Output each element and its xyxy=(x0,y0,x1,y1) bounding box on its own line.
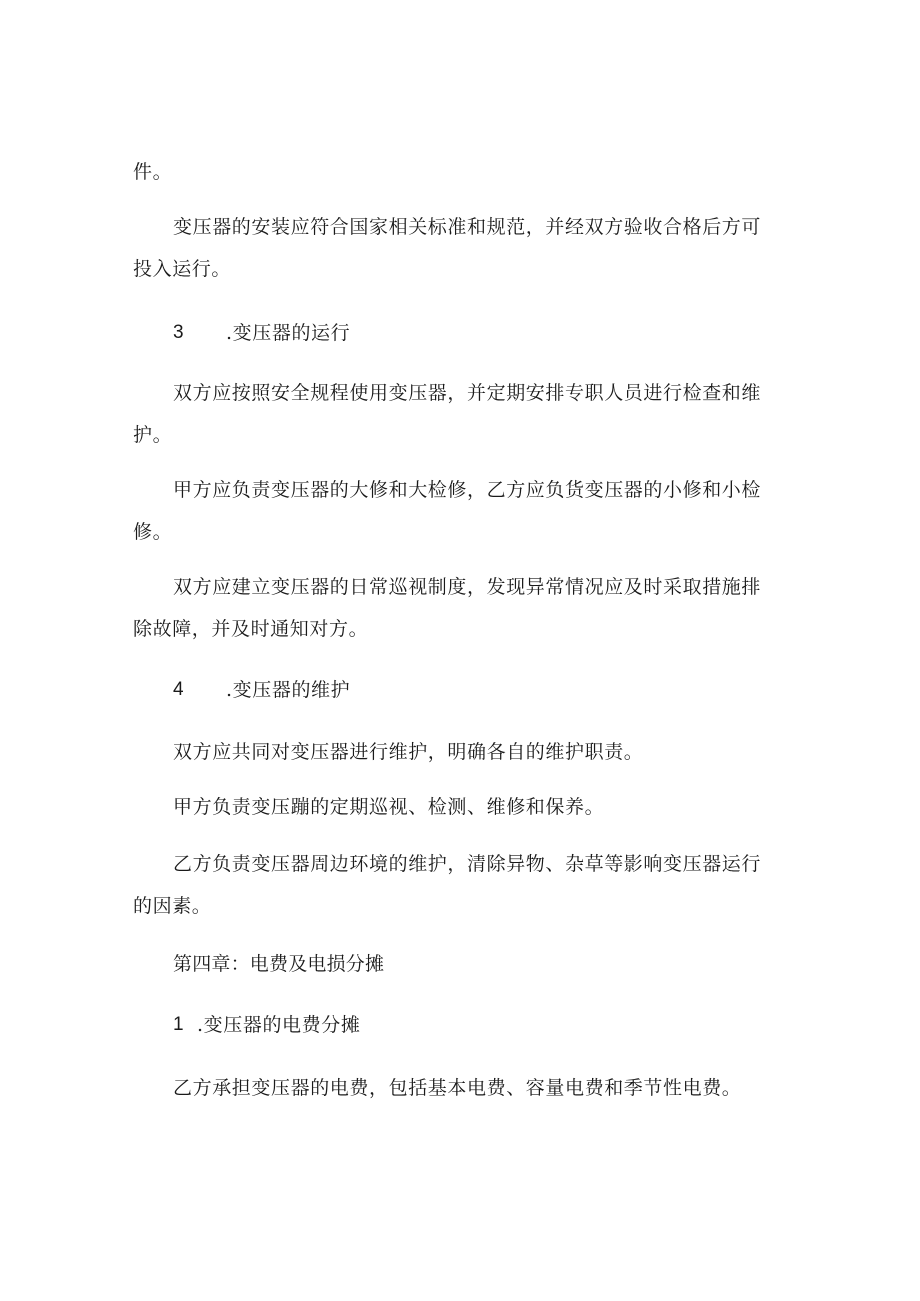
paragraph-maintenance-3-line-2: 的因素。 xyxy=(133,895,212,917)
section-3-title: .变压器的运行 xyxy=(226,322,351,344)
paragraph-operation-3-line-1: 双方应建立变压器的日常巡视制度，发现异常情况应及时采取措施排 xyxy=(173,576,762,598)
paragraph-continuation: 件。 xyxy=(133,161,173,183)
paragraph-electricity-fee: 乙方承担变压器的电费，包括基本电费、容量电费和季节性电费。 xyxy=(173,1077,742,1099)
section-3-number: 3 xyxy=(173,322,184,343)
subsection-1-title: .变压器的电费分摊 xyxy=(197,1014,361,1036)
chapter-4-heading: 第四章：电费及电损分摊 xyxy=(173,954,385,975)
paragraph-operation-3-line-2: 除故障，并及时通知对方。 xyxy=(133,618,369,640)
paragraph-install-line-2: 投入运行。 xyxy=(133,258,232,280)
paragraph-operation-2-line-2: 修。 xyxy=(133,521,173,543)
paragraph-install-line-1: 变压器的安装应符合国家相关标准和规范，并经双方验收合格后方可 xyxy=(173,216,762,238)
subsection-1-number: 1 xyxy=(173,1014,184,1035)
paragraph-operation-1-line-1: 双方应按照安全规程使用变压器，并定期安排专职人员进行检查和维 xyxy=(173,382,762,404)
paragraph-maintenance-3-line-1: 乙方负责变压器周边环境的维护，清除异物、杂草等影响变压器运行 xyxy=(173,853,762,875)
section-4-number: 4 xyxy=(173,679,184,700)
paragraph-operation-2-line-1: 甲方应负责变压器的大修和大检修，乙方应负货变压器的小修和小检 xyxy=(173,479,762,501)
section-4-title: .变压器的维护 xyxy=(226,679,351,701)
paragraph-maintenance-1: 双方应共同对变压器进行维护，明确各自的维护职责。 xyxy=(173,741,644,763)
paragraph-operation-1-line-2: 护。 xyxy=(133,424,173,446)
paragraph-maintenance-2: 甲方负责变压蹦的定期巡视、检测、维修和保养。 xyxy=(173,796,605,818)
